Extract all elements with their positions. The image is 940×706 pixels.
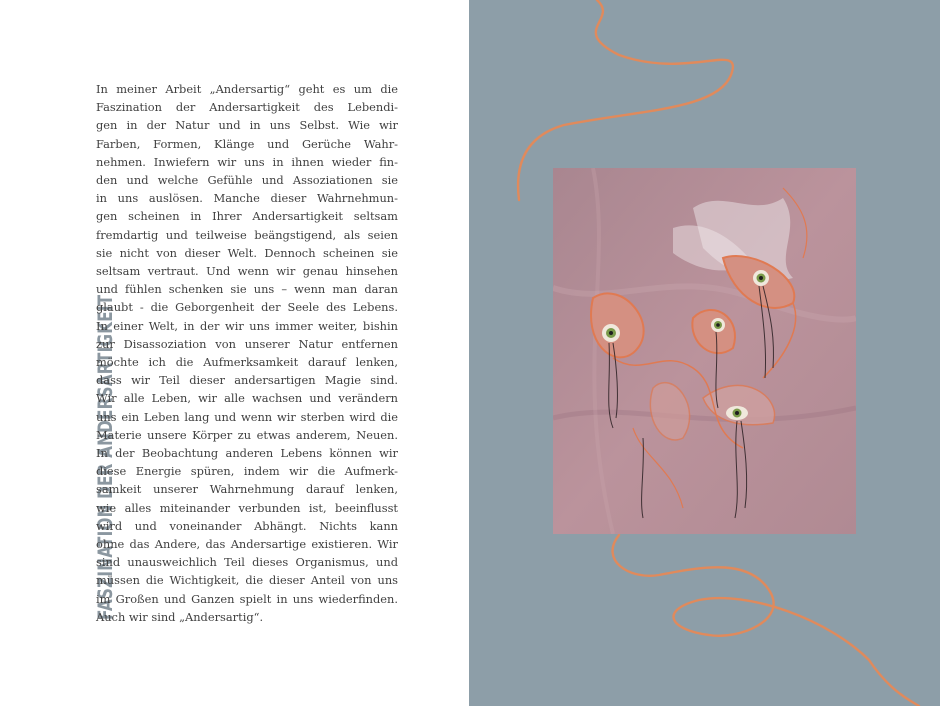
right-page xyxy=(469,0,940,706)
eye-2 xyxy=(753,270,769,286)
paragraph-line: gen scheinen in Ihrer Andersartigkeit seltsam xyxy=(96,209,398,224)
paragraph-line: sind unausweichlich Teil dieses Organismus, und xyxy=(96,555,398,570)
paragraph-line: möchte ich die Aufmerksamkeit darauf lenken, xyxy=(96,355,398,370)
paragraph-line: Faszination der Andersartigkeit des Lebendi- xyxy=(96,100,398,115)
paragraph-line: in uns auslösen. Manche dieser Wahrnehmun- xyxy=(96,191,398,206)
paragraph-line: samkeit unserer Wahrnehmung darauf lenken, xyxy=(96,482,398,497)
paragraph-line: Farben, Formen, Klänge und Gerüche Wahr- xyxy=(96,136,398,151)
paragraph-line: Wir alle Leben, wir alle wachsen und verändern xyxy=(96,391,398,406)
paragraph-line: Materie unsere Körper zu etwas anderem, Neuen. xyxy=(96,427,398,442)
paragraph-line: Auch wir sind „Andersartig“. xyxy=(96,609,264,624)
paragraph-line: ohne das Andere, das Andersartige existieren. Wir xyxy=(96,537,398,552)
paragraph-line: im Großen und Ganzen spielt in uns wiederfinden. xyxy=(96,591,398,606)
paragraph-line: nehmen. Inwiefern wir uns in ihnen wieder fin- xyxy=(96,154,398,169)
artwork-photo xyxy=(553,168,856,534)
paragraph-line: müssen die Wichtigkeit, die dieser Anteil von uns xyxy=(96,573,398,588)
eye-4 xyxy=(726,406,748,420)
paragraph-line: gen in der Natur und in uns Selbst. Wie wir xyxy=(96,118,398,133)
paragraph-line: fremdartig und teilweise beängstigend, als seien xyxy=(96,227,398,242)
paragraph-line: und fühlen schenken sie uns – wenn man daran xyxy=(96,282,398,297)
paragraph-line: dass wir Teil dieser andersartigen Magie sind. xyxy=(96,373,398,388)
paragraph-line: sie nicht von dieser Welt. Dennoch scheinen sie xyxy=(96,245,398,260)
paragraph-line: seltsam vertraut. Und wenn wir genau hinsehen xyxy=(96,264,398,279)
vertical-title: FASZINATION DER ANDERSARTIGKEIT xyxy=(94,294,117,620)
body-paragraph xyxy=(96,80,398,626)
eye-1 xyxy=(602,324,620,342)
left-page xyxy=(0,0,469,706)
paragraph-line: In meiner Arbeit „Andersartig“ geht es um die xyxy=(96,82,398,96)
paragraph-line: In einer Welt, in der wir uns immer weiter, bishin xyxy=(96,318,398,333)
paragraph-line: glaubt - die Geborgenheit der Seele des Lebens. xyxy=(96,300,398,315)
paragraph-line: wie alles miteinander verbunden ist, beeinflusst xyxy=(96,500,398,515)
paragraph-line: uns ein Leben lang und wenn wir sterben wird die xyxy=(96,409,398,424)
paragraph-line: den und welche Gefühle und Assoziationen sie xyxy=(96,173,398,188)
paragraph-line: In der Beobachtung anderen Lebens können wir xyxy=(96,446,398,461)
paragraph-line: diese Energie spüren, indem wir die Aufmerk- xyxy=(96,464,398,479)
paragraph-line: zur Disassoziation von unserer Natur entfernen xyxy=(96,336,398,351)
paragraph-line: wird und voneinander Abhängt. Nichts kann xyxy=(96,518,398,533)
eye-3 xyxy=(711,318,725,332)
